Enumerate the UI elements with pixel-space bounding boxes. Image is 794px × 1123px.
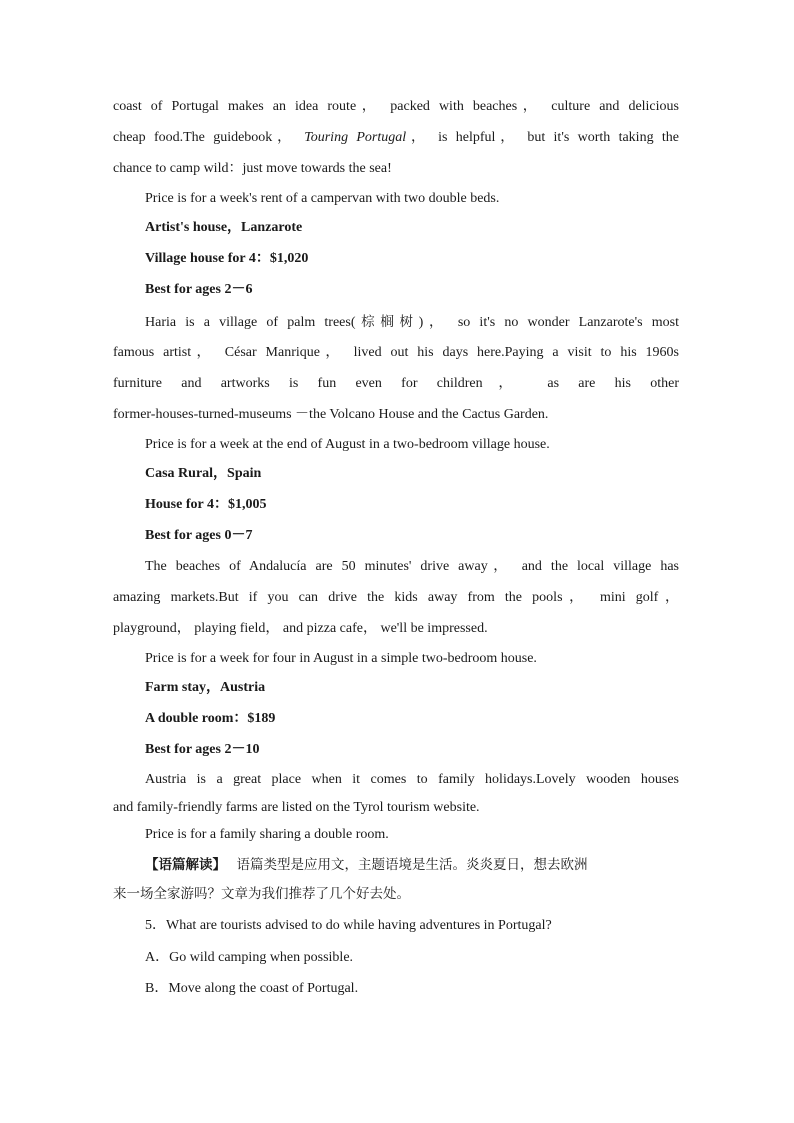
artist-line-3: furniture and artworks is fun even for children， as are his other (113, 376, 679, 391)
casa-line-1: The beaches of Andalucía are 50 minutes' drive away， and the local village has (145, 559, 679, 574)
farm-stay-price: Price is for a family sharing a double room. (145, 827, 389, 842)
casa-line-3: playground， playing field， and pizza cafe， we'll be impressed. (113, 621, 488, 636)
question-option-b: B．Move along the coast of Portugal. (145, 981, 359, 996)
palm-tree-chinese: 棕榈树 (355, 314, 419, 330)
portugal-line-2b: ， is helpful， but it's worth taking the (406, 130, 679, 145)
artist-house-title: Artist's house，Lanzarote (145, 220, 303, 235)
farm-stay-price-heading: A double room：$189 (145, 711, 276, 726)
portugal-price: Price is for a week's rent of a campervan with two double beds. (145, 191, 500, 206)
casa-rural-ages: Best for ages 0－7 (145, 528, 253, 543)
artist-line-1 (145, 312, 679, 333)
analysis-line-1 (145, 855, 679, 876)
artist-house-price: Price is for a week at the end of August in a two-bedroom village house. (145, 437, 550, 452)
portugal-line-1: coast of Portugal makes an idea route， packed with beaches， culture and delicious (113, 99, 679, 114)
casa-line-2: amazing markets.But if you can drive the kids away from the pools， mini golf， (113, 590, 679, 605)
farm-stay-title: Farm stay，Austria (145, 680, 266, 695)
artist-house-ages: Best for ages 2－6 (145, 282, 253, 297)
question-stem: 5．What are tourists advised to do while having adventures in Portugal? (145, 918, 552, 933)
portugal-line-2 (113, 128, 679, 148)
casa-rural-price-heading: House for 4：$1,005 (145, 497, 267, 512)
analysis-label: 【语篇解读】 (145, 857, 226, 873)
portugal-line-2a: cheap food.The guidebook， (113, 130, 296, 145)
artist-line-1a: Haria is a village of palm trees( (145, 315, 356, 330)
artist-house-price-heading: Village house for 4：$1,020 (145, 251, 309, 266)
casa-rural-title: Casa Rural，Spain (145, 466, 262, 481)
portugal-line-3: chance to camp wild：just move towards the sea! (113, 161, 392, 176)
artist-line-4: former-houses-turned-museums －the Volcano House and the Cactus Garden. (113, 407, 549, 422)
farm-line-2: and family-friendly farms are listed on the Tyrol tourism website. (113, 800, 480, 815)
casa-rural-price: Price is for a week for four in August in a simple two-bedroom house. (145, 651, 537, 666)
guidebook-title: Touring Portugal (304, 130, 407, 145)
farm-stay-ages: Best for ages 2－10 (145, 742, 260, 757)
artist-line-1b: )， so it's no wonder Lanzarote's most (418, 315, 679, 330)
analysis-text-1: 语篇类型是应用文，主题语境是生活。炎炎夏日，想去欧洲 (236, 857, 588, 873)
analysis-text-2: 来一场全家游吗？文章为我们推荐了几个好去处。 (113, 886, 410, 902)
farm-line-1: Austria is a great place when it comes to family holidays.Lovely wooden houses (145, 772, 679, 787)
question-option-a: A．Go wild camping when possible. (145, 950, 354, 965)
artist-line-2: famous artist， César Manrique， lived out his days here.Paying a visit to his 1960s (113, 345, 679, 360)
